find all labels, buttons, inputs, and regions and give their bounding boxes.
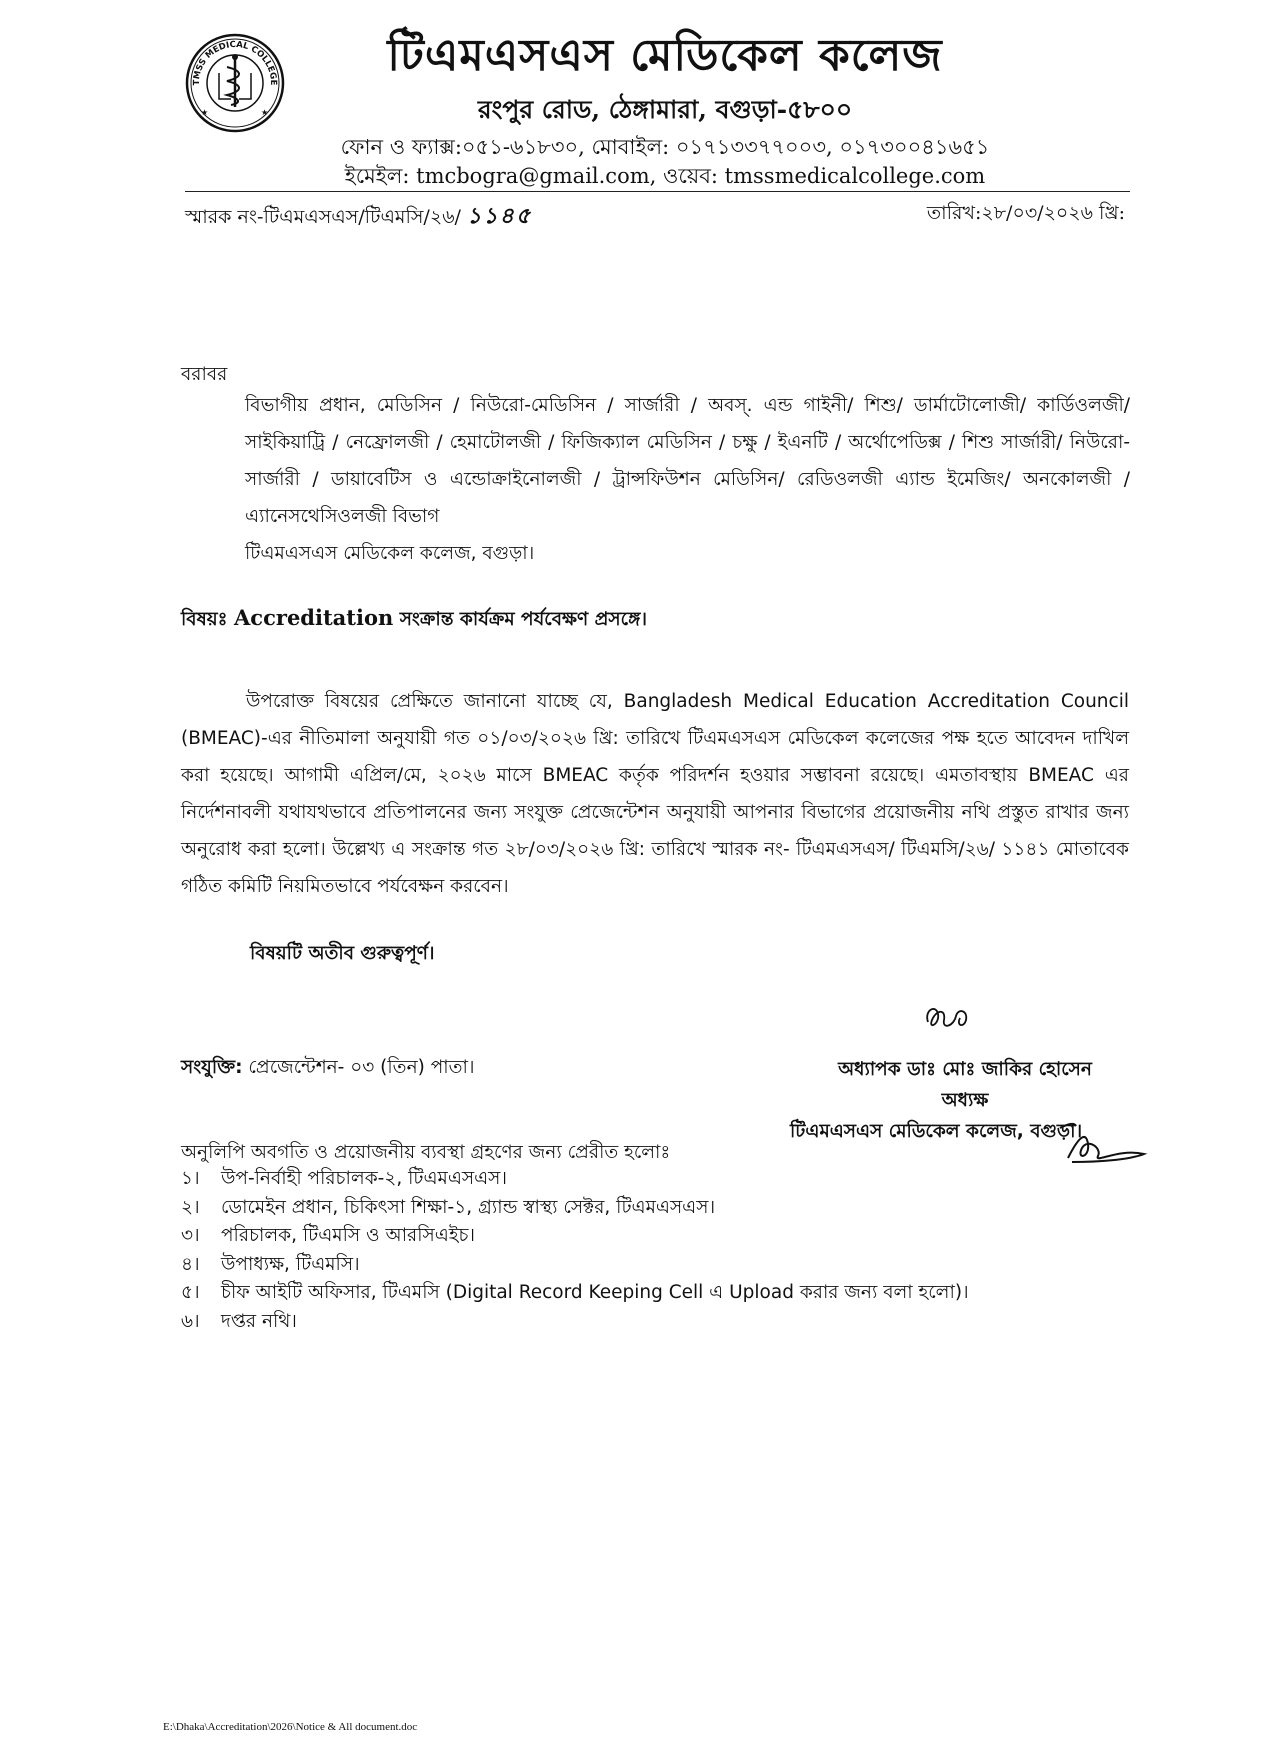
svg-text:★: ★ — [201, 108, 209, 117]
important-note: বিষয়টি অতীব গুরুত্বপূর্ণ। — [250, 943, 435, 964]
signatory-title: অধ্যক্ষ — [941, 1090, 989, 1111]
initials-scribble — [1058, 1118, 1148, 1168]
subject-label: বিষয়ঃ — [181, 609, 228, 630]
memo-reference — [185, 199, 532, 236]
college-seal-logo — [185, 33, 285, 133]
enclosure-label: সংযুক্তি: — [181, 1057, 243, 1078]
college-name-heading: টিএমএসএস মেডিকেল কলেজ — [387, 30, 943, 81]
college-address: রংপুর রোড, ঠেঙ্গামারা, বগুড়া-৫৮০০ — [477, 95, 853, 124]
header-divider — [185, 191, 1130, 192]
svg-text:TMSS MEDICAL COLLEGE: TMSS MEDICAL COLLEGE — [191, 39, 279, 86]
college-email-web: ইমেইল: tmcbogra@gmail.com, ওয়েব: tmssmedicalcollege.com — [344, 164, 986, 188]
signatory-name: অধ্যাপক ডাঃ মোঃ জাকির হোসেন — [838, 1059, 1092, 1080]
enclosure-line — [181, 1053, 475, 1084]
copy-item: ২। ডোমেইন প্রধান, চিকিৎসা শিক্ষা-১, গ্র্যান্ড স্বাস্থ্য সেক্টর, টিএমএসএস। — [181, 1196, 716, 1218]
signatory-organization: টিএমএসএস মেডিকেল কলেজ, বগুড়া। — [790, 1121, 1083, 1142]
copy-item: ৬। দপ্তর নথি। — [181, 1310, 297, 1332]
copy-item: ৫। চীফ আইটি অফিসার, টিএমসি (Digital Record Keeping Cell এ Upload করার জন্য বলা হলো)। — [181, 1282, 969, 1303]
body-paragraph: উপরোক্ত বিষয়ের প্রেক্ষিতে জানানো যাচ্ছে যে, Bangladesh Medical Education Accreditation Council (BMEAC)-এর নীতিমালা অনুযায়ী গত ০১/০৩/২০২৬ খ্রি: তারিখে টিএমএসএস মেডিকেল কলেজের পক্ষ হতে আবেদন দাখিল করা হয়েছে। আগামী এপ্রিল/মে, ২০২৬ মাসে BMEAC কর্তৃক পরিদর্শন হওয়ার সম্ভাবনা রয়েছে। এমতাবস্থায় BMEAC এর নির্দেশনাবলী যথাযথভাবে প্রতিপালনের জন্য সংযুক্ত প্রেজেন্টেশন অনুযায়ী আপনার বিভাগের প্রয়োজনীয় নথি প্রস্তুত রাখার জন্য অনুরোধ করা হলো। উল্লেখ্য এ সংক্রান্ত গত ২৮/০৩/২০২৬ খ্রি: তারিখে স্মারক নং- টিএমএসএস/ টিএমসি/২৬/ ১১৪১ মোতাবেক গঠিত কমিটি নিয়মিতভাবে পর্যবেক্ষন করবেন। — [181, 691, 1129, 897]
subject-rest: সংক্রান্ত কার্যক্রম পর্যবেক্ষণ প্রসঙ্গে। — [399, 609, 647, 630]
memo-number-handwritten: ১১৪৫ — [467, 204, 533, 229]
subject-term: Accreditation — [234, 605, 394, 630]
memo-date: তারিখ:২৮/০৩/২০২৬ খ্রি: — [926, 202, 1125, 224]
copy-item: ৪। উপাধ্যক্ষ, টিএমসি। — [181, 1253, 360, 1275]
subject-line — [181, 605, 647, 636]
footer-file-path: E:\Dhaka\Accreditation\2026\Notice & All document.doc — [163, 1721, 418, 1733]
copies-intro: অনুলিপি অবগতি ও প্রয়োজনীয় ব্যবস্থা গ্রহণের জন্য প্রেরীত হলোঃ — [181, 1142, 671, 1163]
enclosure-text: প্রেজেন্টেশন- ০৩ (তিন) পাতা। — [248, 1057, 475, 1078]
svg-text:★: ★ — [261, 108, 269, 117]
recipient-organization: টিএমএসএস মেডিকেল কলেজ, বগুড়া। — [245, 543, 535, 564]
recipient-departments: বিভাগীয় প্রধান, মেডিসিন / নিউরো-মেডিসিন / সার্জারী / অবস্. এন্ড গাইনী/ শিশু/ ডার্মাটোলোজী/ কার্ডিওলজী/ সাইকিয়াট্রি / নেফ্রোলজী / হেমাটোলজী / ফিজিক্যাল মেডিসিন / চক্ষু / ইএনটি / অর্থোপেডিক্স / শিশু সার্জারী/ নিউরো-সার্জারী / ডায়াবেটিস ও এন্ডোক্রাইনোলজী / ট্রান্সফিউশন মেডিসিন/ রেডিওলজী এ্যান্ড ইমেজিং/ অনকোলজী / এ্যানেসথেসিওলজী বিভাগ — [245, 395, 1130, 527]
copy-item: ১। উপ-নির্বাহী পরিচালক-২, টিএমএসএস। — [181, 1168, 508, 1189]
copy-item: ৩। পরিচালক, টিএমসি ও আরসিএইচ। — [181, 1225, 476, 1246]
signature-scribble — [922, 1000, 974, 1036]
college-phone-fax: ফোন ও ফ্যাক্স:০৫১-৬১৮৩০, মোবাইল: ০১৭১৩৩৭৭০০৩, ০১৭৩০০৪১৬৫১ — [340, 135, 990, 159]
memo-prefix: স্মারক নং-টিএমএসএস/টিএমসি/২৬/ — [185, 206, 461, 228]
recipient-label: বরাবর — [181, 364, 228, 385]
copies-list — [181, 1165, 969, 1336]
